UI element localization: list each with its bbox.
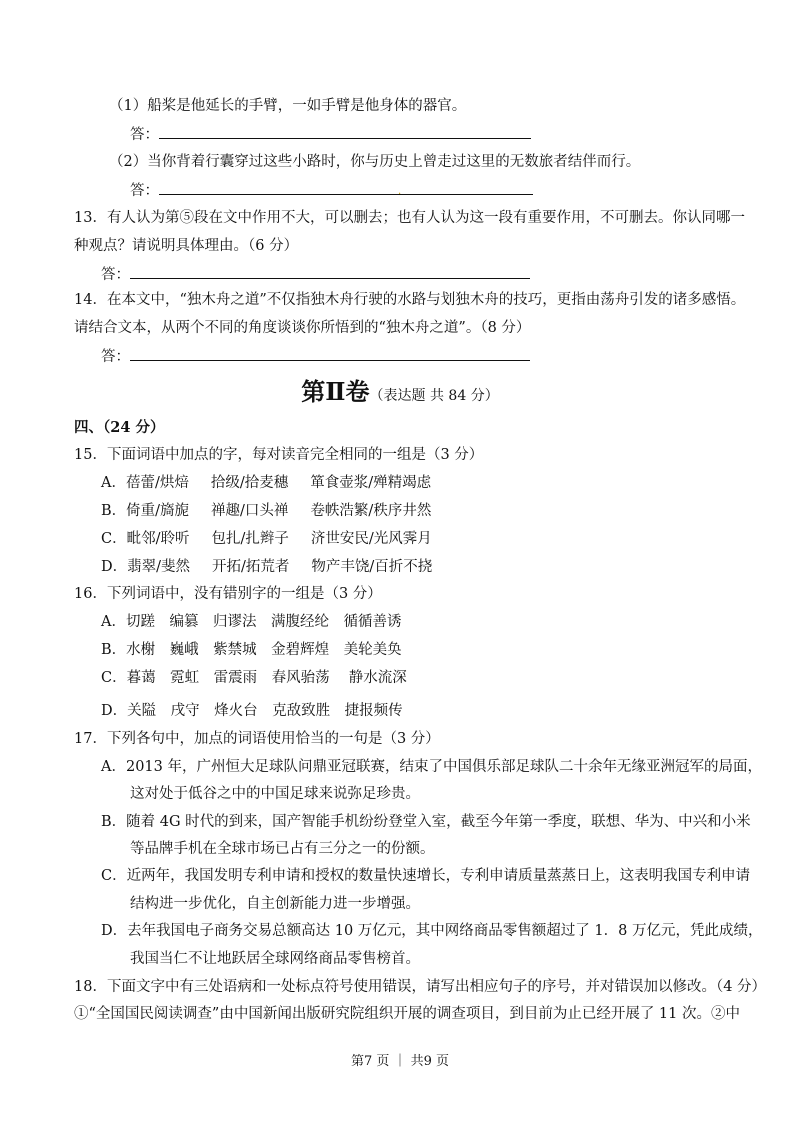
q15-option-b: B．倚重/旖旎 禅趣/口头禅 卷帙浩繁/秩序井然	[101, 503, 432, 519]
q15-option-c: C．毗邻/聆听 包扎/扎辫子 济世安民/光风霁月	[101, 531, 432, 547]
q17-option-c-line1: C．近两年，我国发明专利申请和授权的数量快速增长，专利申请质量蒸蒸日上，这表明我国专利申请	[101, 868, 751, 884]
answer-line-q14[interactable]	[101, 346, 530, 367]
section-title-main: 第Ⅱ卷	[301, 377, 370, 406]
q16-option-c: C．暮蔼 霓虹 雷震雨 春风骀荡 静水流深	[101, 670, 407, 686]
stray-mark: .	[398, 186, 402, 197]
q17-option-b-line1: B．随着 4G 时代的到来，国产智能手机纷纷登堂入室，截至今年第一季度，联想、华为、中兴和小米	[101, 814, 751, 830]
page-footer: 第7 页 ｜ 共9 页	[350, 1054, 450, 1069]
section-title	[0, 372, 800, 407]
answer-blank[interactable]	[159, 124, 531, 139]
q13-line1: 13．有人认为第⑤段在文中作用不大，可以删去；也有人认为这一段有重要作用，不可删去。你认同哪一	[74, 210, 745, 226]
q17-option-b-line2: 等品牌手机在全球市场已占有三分之一的份额。	[130, 841, 435, 857]
answer-line-q12-1[interactable]	[130, 124, 531, 145]
q14-line1: 14．在本文中，“独木舟之道”不仅指独木舟行驶的水路与划独木舟的技巧，更指由荡舟引发的诸多感悟。	[74, 292, 746, 308]
q16-option-b: B．水榭 巍峨 紫禁城 金碧辉煌 美轮美奂	[101, 642, 402, 658]
q16-option-a: A．切蹉 编篡 归谬法 满腹经纶 循循善诱	[101, 614, 402, 630]
q16-option-d: D．关隘 戌守 烽火台 克敌致胜 捷报频传	[101, 703, 403, 719]
q12-sub2: （2）当你背着行囊穿过这些小路时，你与历史上曾走过这里的无数旅者结伴而行。	[109, 154, 641, 170]
q18-text-line1: ①“全国国民阅读调查”由中国新闻出版研究院组织开展的调查项目，到目前为止已经开展了 11 次。②中	[74, 1006, 740, 1022]
section-title-sub: （表达题 共 84 分）	[369, 388, 499, 404]
answer-label: 答：	[101, 267, 130, 283]
q15-option-a: A．蓓蕾/烘焙 拾级/拾麦穗 箪食壶浆/殚精竭虑	[101, 475, 432, 491]
answer-blank[interactable]	[130, 346, 530, 361]
answer-label: 答：	[101, 349, 130, 365]
answer-label: 答：	[130, 183, 159, 199]
answer-line-q13[interactable]	[101, 264, 530, 285]
q14-line2: 请结合文本，从两个不同的角度谈谈你所悟到的“独木舟之道”。（8 分）	[74, 320, 531, 336]
q15-stem: 15．下面词语中加点的字，每对读音完全相同的一组是（3 分）	[74, 447, 484, 463]
q15-option-d: D．翡翠/斐然 开拓/拓荒者 物产丰饶/百折不挠	[101, 559, 433, 575]
q17-option-c-line2: 结构进一步优化，自主创新能力进一步增强。	[130, 896, 420, 912]
q13-line2: 种观点？请说明具体理由。（6 分）	[74, 238, 299, 254]
q17-option-d-line2: 我国当仁不让地跃居全球网络商品零售榜首。	[130, 951, 420, 967]
q16-stem: 16．下列词语中，没有错别字的一组是（3 分）	[74, 586, 382, 602]
answer-label: 答：	[130, 127, 159, 143]
q17-option-d-line1: D．去年我国电子商务交易总额高达 10 万亿元，其中网络商品零售额超过了 1．8 万亿元，凭此成绩，	[101, 923, 763, 939]
q12-sub1: （1）船桨是他延长的手臂，一如手臂是他身体的器官。	[109, 98, 467, 114]
q17-stem: 17．下列各句中，加点的词语使用恰当的一句是（3 分）	[74, 731, 440, 747]
answer-blank[interactable]	[159, 180, 533, 195]
q18-stem: 18．下面文字中有三处语病和一处标点符号使用错误，请写出相应句子的序号，并对错误加以修改。（4 分）	[74, 979, 767, 995]
answer-line-q12-2[interactable]	[130, 180, 533, 201]
q17-option-a-line1: A．2013 年，广州恒大足球队问鼎亚冠联赛，结束了中国俱乐部足球队二十余年无缘亚洲冠军的局面，	[101, 759, 762, 775]
answer-blank[interactable]	[130, 264, 530, 279]
q17-option-a-line2: 这对处于低谷之中的中国足球来说弥足珍贵。	[130, 786, 420, 802]
part-heading: 四、（24 分）	[74, 419, 165, 436]
